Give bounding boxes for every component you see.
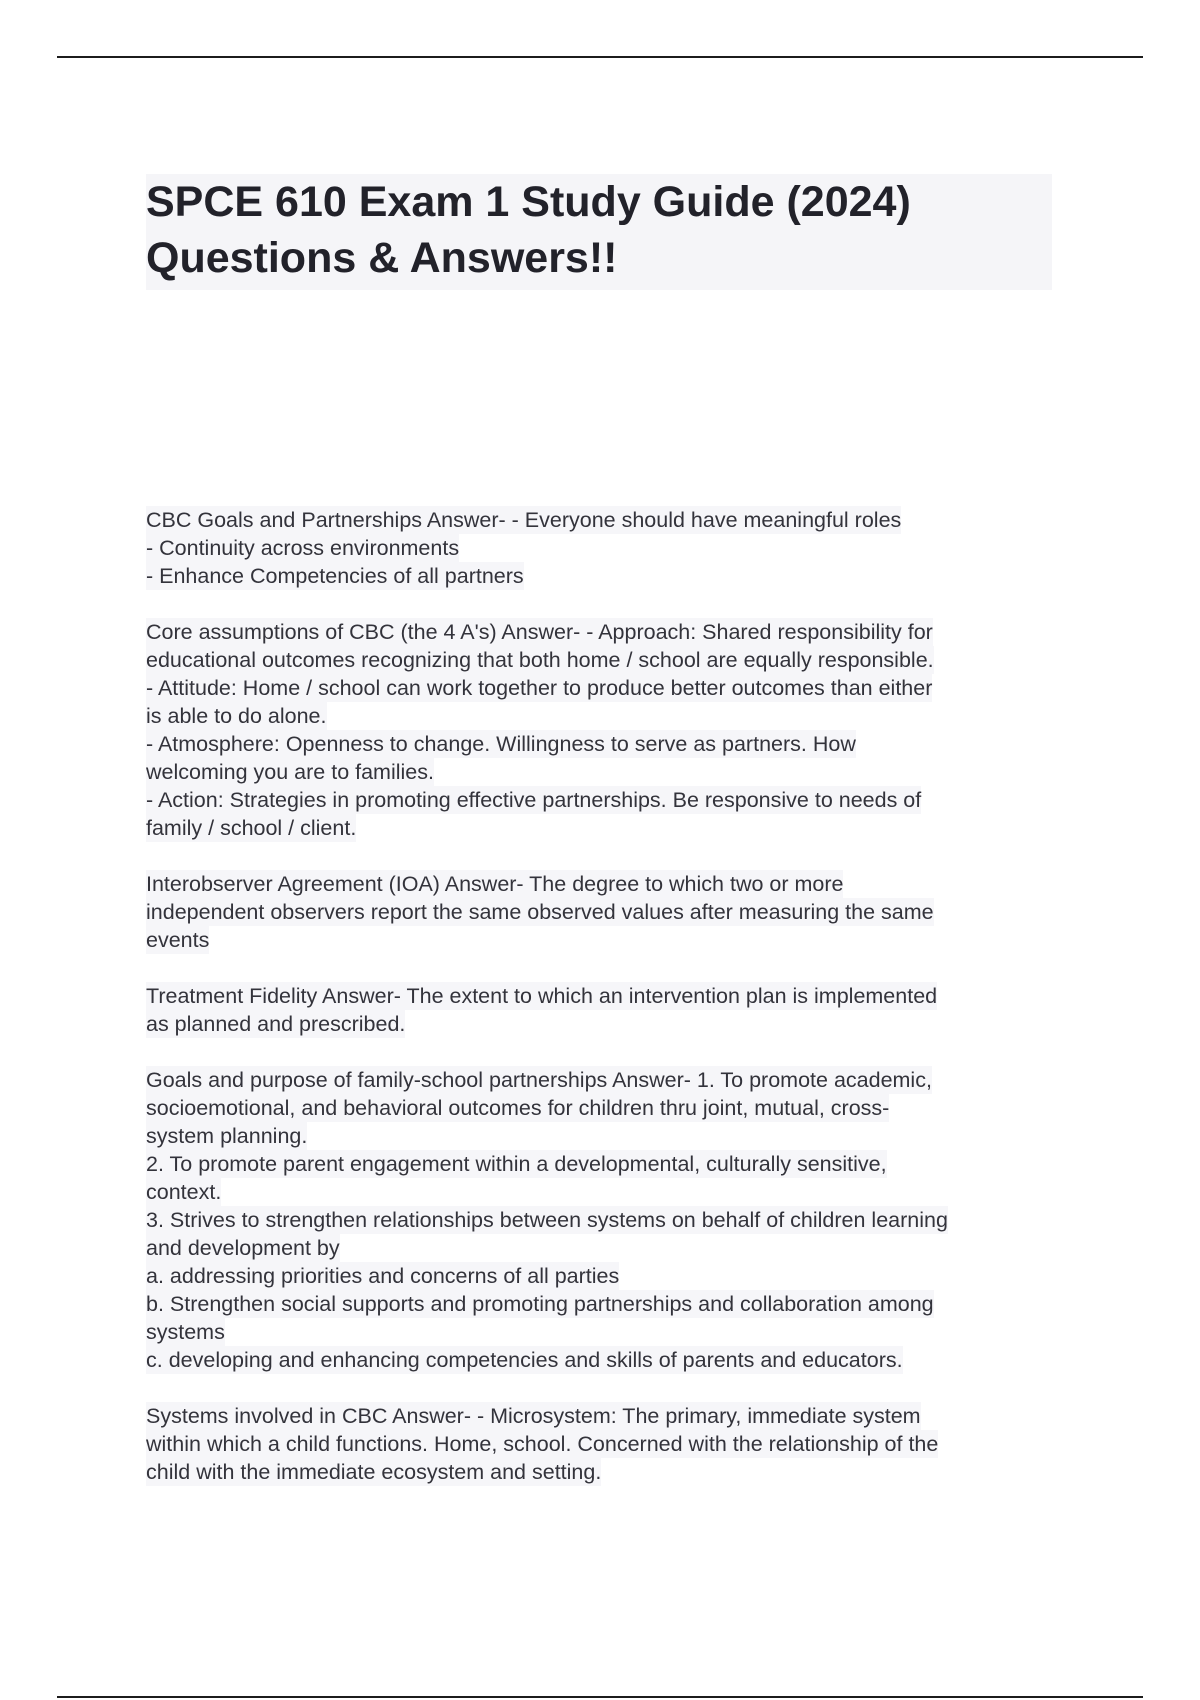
text-line: b. Strengthen social supports and promoting partnerships and collaboration among <box>146 1292 934 1316</box>
text-line: - Enhance Competencies of all partners <box>146 564 524 588</box>
text-line: systems <box>146 1320 225 1344</box>
text-line: 2. To promote parent engagement within a developmental, culturally sensitive, <box>146 1152 887 1176</box>
title-line: Questions & Answers!! <box>146 234 618 282</box>
qa-item <box>146 870 1066 954</box>
text-line: within which a child functions. Home, school. Concerned with the relationship of the <box>146 1432 939 1456</box>
text-line: is able to do alone. <box>146 704 327 728</box>
text-line: system planning. <box>146 1124 308 1148</box>
text-line: - Attitude: Home / school can work together to produce better outcomes than either <box>146 676 933 700</box>
text-line: educational outcomes recognizing that both home / school are equally responsible. <box>146 648 934 672</box>
qa-item <box>146 982 1066 1038</box>
qa-item <box>146 1066 1066 1374</box>
qa-item <box>146 618 1066 842</box>
text-line: Treatment Fidelity Answer- The extent to which an intervention plan is implemented <box>146 984 938 1008</box>
text-line: c. developing and enhancing competencies and skills of parents and educators. <box>146 1348 903 1372</box>
text-line: Core assumptions of CBC (the 4 A's) Answer- - Approach: Shared responsibility for <box>146 620 933 644</box>
text-line: - Continuity across environments <box>146 536 460 560</box>
text-line: a. addressing priorities and concerns of all parties <box>146 1264 620 1288</box>
top-rule <box>57 56 1143 58</box>
bottom-rule <box>57 1696 1143 1698</box>
title-line: SPCE 610 Exam 1 Study Guide (2024) <box>146 178 911 226</box>
text-line: 3. Strives to strengthen relationships between systems on behalf of children learning <box>146 1208 948 1232</box>
text-line: child with the immediate ecosystem and setting. <box>146 1460 602 1484</box>
qa-item <box>146 506 1066 590</box>
text-line: family / school / client. <box>146 816 357 840</box>
page-title <box>146 174 1052 290</box>
text-line: and development by <box>146 1236 340 1260</box>
text-line: socioemotional, and behavioral outcomes for children thru joint, mutual, cross- <box>146 1096 890 1120</box>
text-line: events <box>146 928 210 952</box>
text-line: Goals and purpose of family-school partnerships Answer- 1. To promote academic, <box>146 1068 932 1092</box>
text-line: Interobserver Agreement (IOA) Answer- The degree to which two or more <box>146 872 844 896</box>
text-line: context. <box>146 1180 222 1204</box>
text-line: independent observers report the same observed values after measuring the same <box>146 900 934 924</box>
text-line: Systems involved in CBC Answer- - Microsystem: The primary, immediate system <box>146 1404 921 1428</box>
text-line: - Action: Strategies in promoting effective partnerships. Be responsive to needs of <box>146 788 922 812</box>
study-guide-content <box>146 506 1066 1514</box>
text-line: welcoming you are to families. <box>146 760 434 784</box>
text-line: CBC Goals and Partnerships Answer- - Everyone should have meaningful roles <box>146 508 902 532</box>
text-line: as planned and prescribed. <box>146 1012 406 1036</box>
text-line: - Atmosphere: Openness to change. Willingness to serve as partners. How <box>146 732 856 756</box>
qa-item <box>146 1402 1066 1486</box>
